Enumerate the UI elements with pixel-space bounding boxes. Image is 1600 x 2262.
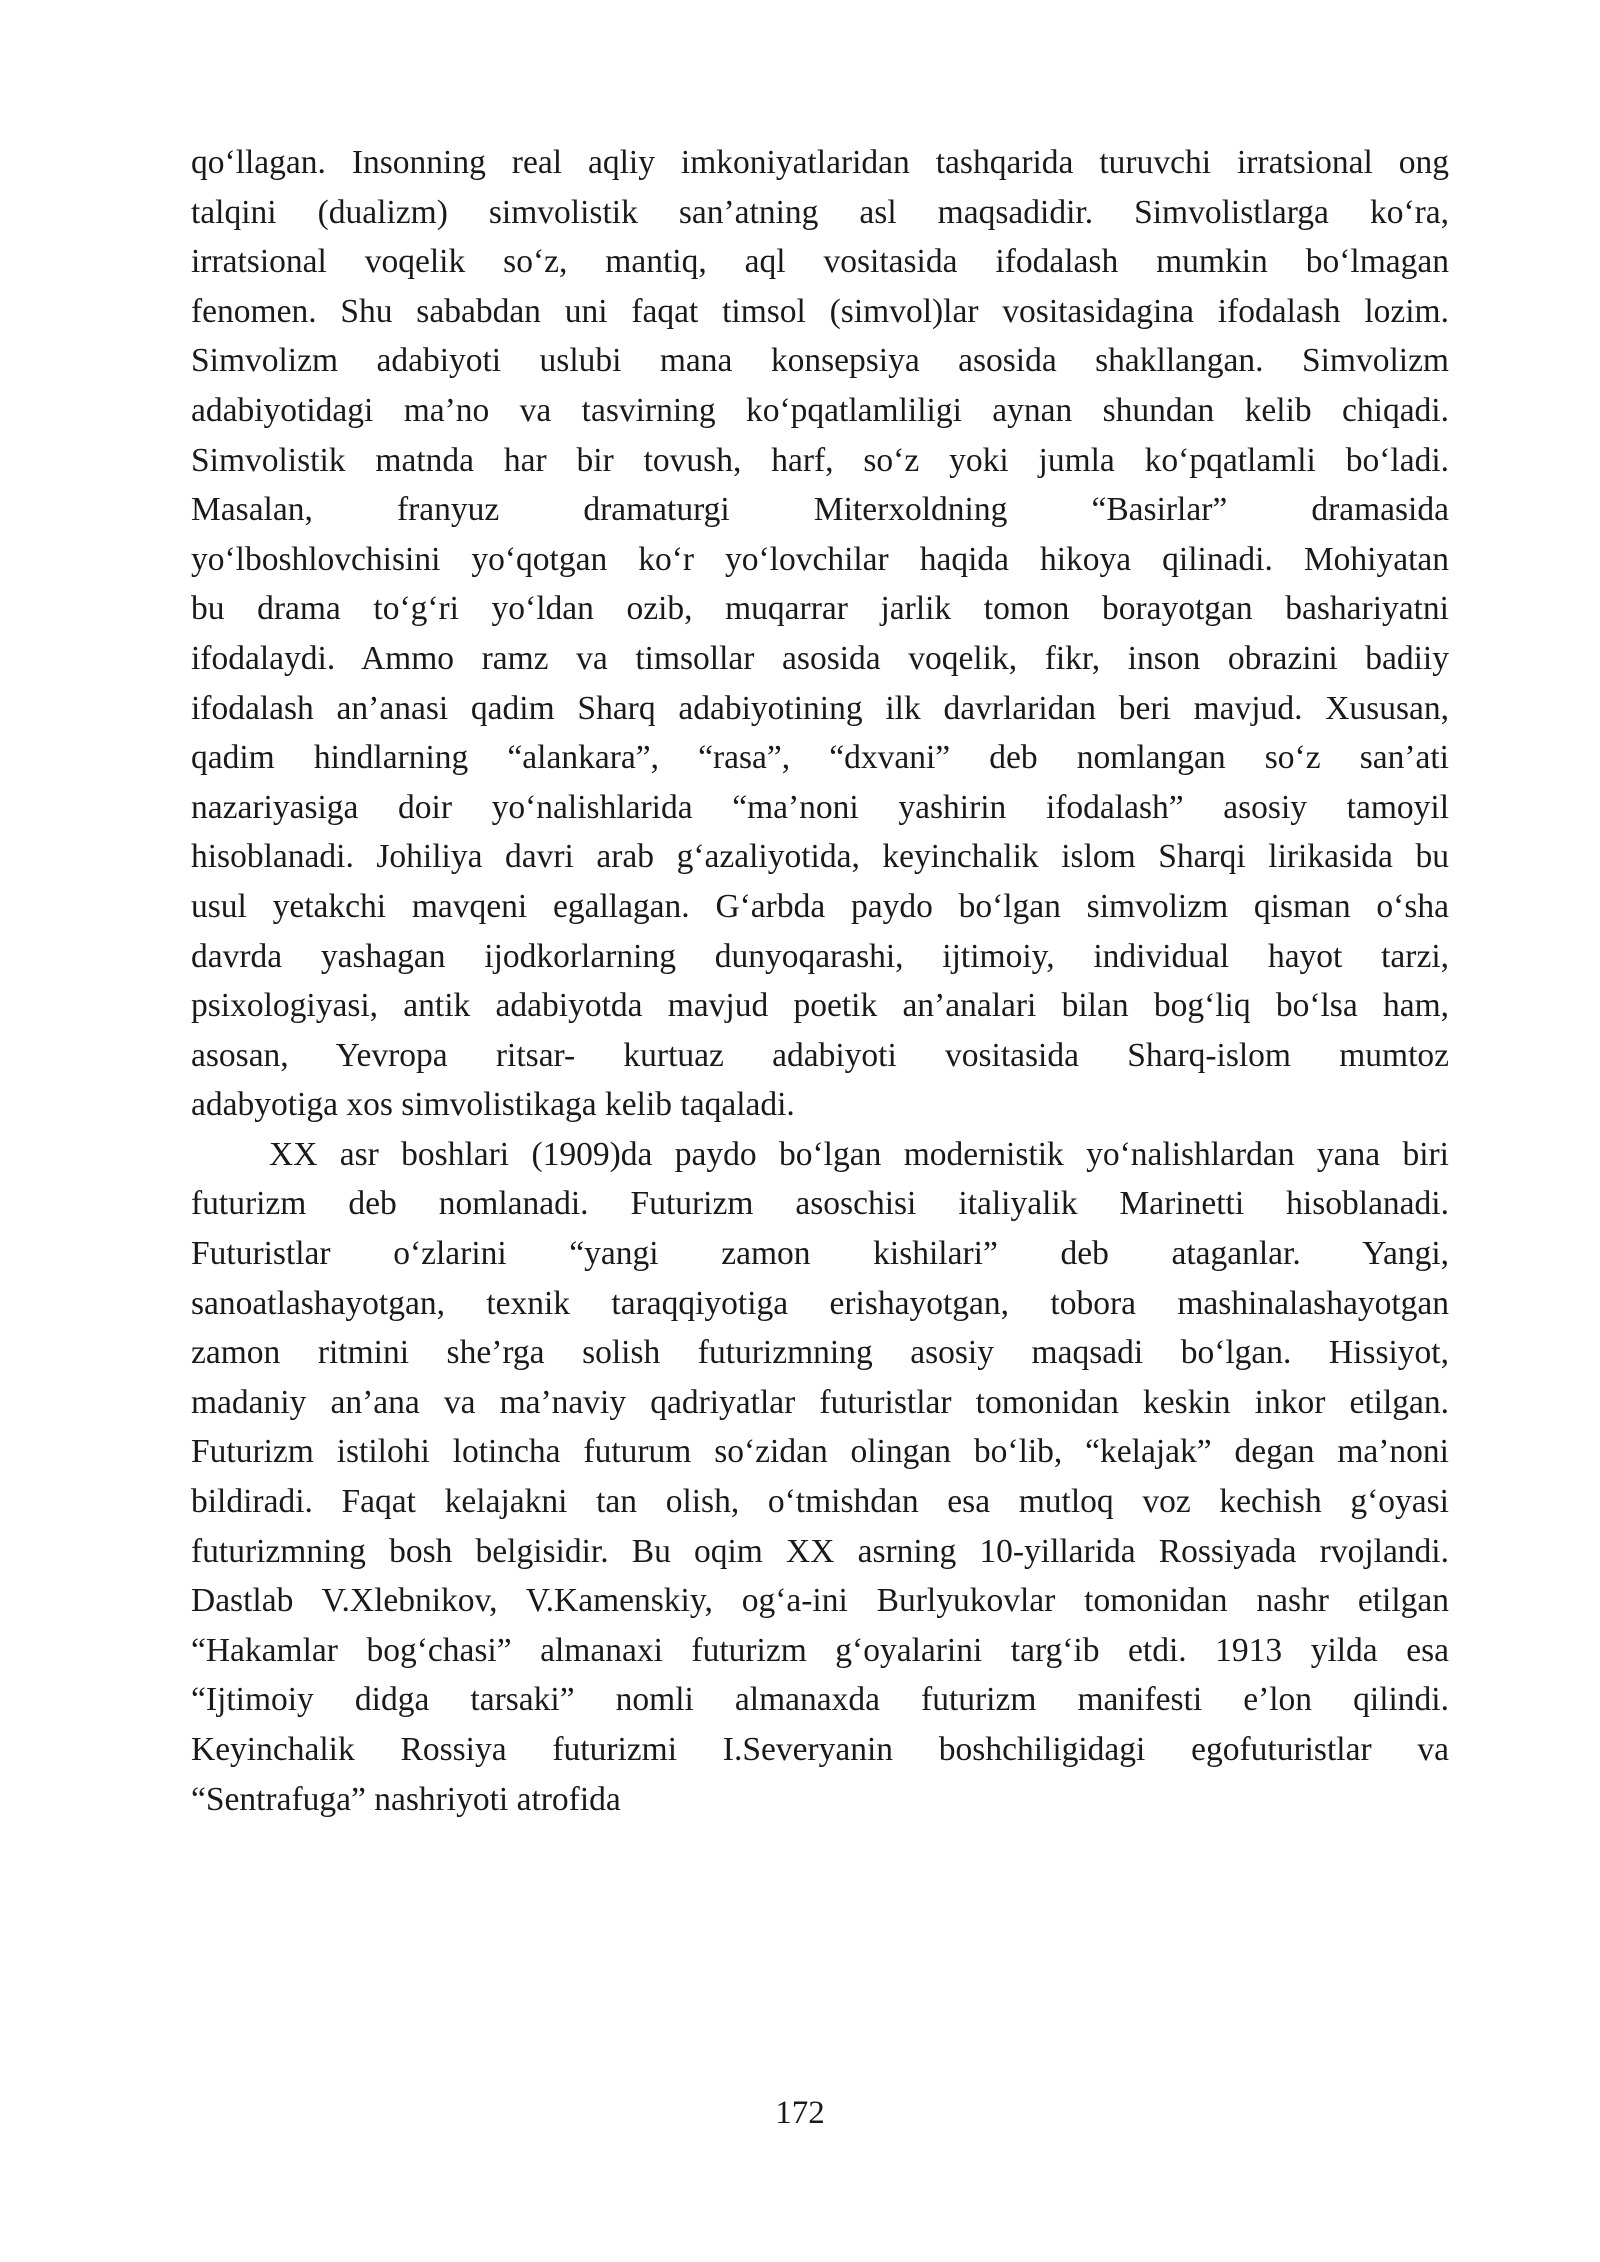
text-line: irratsional voqelik so‘z, mantiq, aql vositasida ifodalash mumkin bo‘lmagan (191, 243, 1449, 281)
paragraph (191, 138, 1449, 1130)
paragraph (191, 1130, 1449, 1824)
text-line: Simvolistik matnda har bir tovush, harf, so‘z yoki jumla ko‘pqatlamli bo‘ladi. (191, 441, 1449, 479)
text-line: talqini (dualizm) simvolistik san’atning asl maqsadidir. Simvolistlarga ko‘ra, (191, 193, 1449, 231)
text-line: nazariyasiga doir yo‘nalishlarida “ma’noni yashirin ifodalash” asosiy tamoyil (191, 788, 1449, 826)
text-line: futurizm deb nomlanadi. Futurizm asoschisi italiyalik Marinetti hisoblanadi. (191, 1185, 1449, 1223)
text-line: zamon ritmini she’rga solish futurizmning asosiy maqsadi bo‘lgan. Hissiyot, (191, 1334, 1449, 1372)
text-line: “Hakamlar bog‘chasi” almanaxi futurizm g‘oyalarini targ‘ib etdi. 1913 yilda esa (191, 1631, 1449, 1669)
text-line: Futuristlar o‘zlarini “yangi zamon kishilari” deb ataganlar. Yangi, (191, 1235, 1449, 1273)
text-line: XX asr boshlari (1909)da paydo bo‘lgan modernistik yo‘nalishlardan yana biri (269, 1135, 1449, 1173)
text-line: “Ijtimoiy didga tarsaki” nomli almanaxda futurizm manifesti e’lon qilindi. (191, 1681, 1449, 1719)
body-text (191, 138, 1449, 1824)
text-line: ifodalaydi. Ammo ramz va timsollar asosida voqelik, fikr, inson obrazini badiiy (191, 639, 1449, 677)
text-line: usul yetakchi mavqeni egallagan. G‘arbda paydo bo‘lgan simvolizm qisman o‘sha (191, 887, 1449, 925)
text-line: qo‘llagan. Insonning real aqliy imkoniyatlaridan tashqarida turuvchi irratsional ong (191, 144, 1449, 181)
text-line: Dastlab V.Xlebnikov, V.Kamenskiy, og‘a-ini Burlyukovlar tomonidan nashr etilgan (191, 1582, 1449, 1620)
text-line: psixologiyasi, antik adabiyotda mavjud poetik an’analari bilan bog‘liq bo‘lsa ham, (191, 987, 1449, 1025)
text-line: yo‘lboshlovchisini yo‘qotgan ko‘r yo‘lovchilar haqida hikoya qilinadi. Mohiyatan (191, 540, 1449, 578)
text-line: fenomen. Shu sababdan uni faqat timsol (simvol)lar vositasidagina ifodalash lozim. (191, 292, 1449, 330)
text-line: asosan, Yevropa ritsar- kurtuaz adabiyoti vositasida Sharq-islom mumtoz (191, 1036, 1449, 1074)
text-line: bu drama to‘g‘ri yo‘ldan ozib, muqarrar jarlik tomon borayotgan bashariyatni (191, 590, 1449, 628)
text-line: futurizmning bosh belgisidir. Bu oqim XX asrning 10-yillarida Rossiyada rvojlandi. (191, 1532, 1449, 1570)
text-line: madaniy an’ana va ma’naviy qadriyatlar futuristlar tomonidan keskin inkor etilgan. (191, 1383, 1449, 1421)
text-line: sanoatlashayotgan, texnik taraqqiyotiga erishayotgan, tobora mashinalashayotgan (191, 1284, 1449, 1322)
text-line: “Sentrafuga” nashriyoti atrofida (191, 1780, 621, 1818)
text-line: davrda yashagan ijodkorlarning dunyoqarashi, ijtimoiy, individual hayot tarzi, (191, 937, 1449, 975)
text-line: Masalan, franyuz dramaturgi Miterxoldning “Basirlar” dramasida (191, 491, 1449, 529)
page-number: 172 (775, 2095, 825, 2131)
text-line: qadim hindlarning “alankara”, “rasa”, “dxvani” deb nomlangan so‘z san’ati (191, 739, 1449, 777)
text-line: Keyinchalik Rossiya futurizmi I.Severyanin boshchiligidagi egofuturistlar va (191, 1731, 1449, 1768)
text-line: adabiyotidagi ma’no va tasvirning ko‘pqatlamliligi aynan shundan kelib chiqadi. (191, 391, 1449, 429)
text-line: bildiradi. Faqat kelajakni tan olish, o‘tmishdan esa mutloq voz kechish g‘oyasi (191, 1483, 1449, 1521)
text-line: adabyotiga xos simvolistikaga kelib taqaladi. (191, 1086, 795, 1124)
text-line: Simvolizm adabiyoti uslubi mana konsepsiya asosida shakllangan. Simvolizm (191, 342, 1449, 380)
text-line: Futurizm istilohi lotincha futurum so‘zidan olingan bo‘lib, “kelajak” degan ma’noni (191, 1433, 1449, 1471)
text-line: hisoblanadi. Johiliya davri arab g‘azaliyotida, keyinchalik islom Sharqi lirikasida bu (191, 838, 1449, 876)
text-line: ifodalash an’anasi qadim Sharq adabiyotining ilk davrlaridan beri mavjud. Xususan, (191, 689, 1449, 727)
